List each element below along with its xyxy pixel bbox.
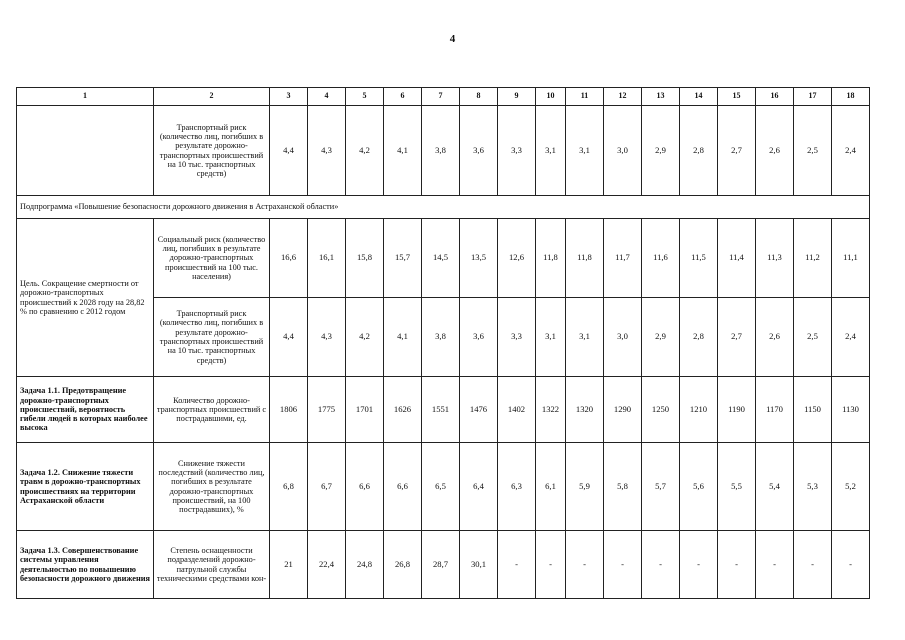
value-cell: 1322	[536, 377, 566, 443]
value-cell: 5,2	[832, 443, 870, 531]
value-cell: 1626	[384, 377, 422, 443]
value-cell: 6,4	[460, 443, 498, 531]
value-cell: 2,8	[680, 298, 718, 377]
goal-cell: Цель. Сокращение смертности от дорожно-транспортных происшествий к 2028 году на 28,82 % по сравнению с 2012 годом	[17, 219, 154, 377]
task-cell: Задача 1.2. Снижение тяжести травм в дорожно-транспортных происшествиях на территории Астраханской области	[17, 443, 154, 531]
value-cell: 1806	[270, 377, 308, 443]
value-cell: 4,2	[346, 298, 384, 377]
value-cell: 11,5	[680, 219, 718, 298]
header-cell: 16	[756, 88, 794, 106]
value-cell: 1190	[718, 377, 756, 443]
value-cell: 16,1	[308, 219, 346, 298]
value-cell: 2,4	[832, 298, 870, 377]
value-cell: 3,3	[498, 106, 536, 196]
header-cell: 14	[680, 88, 718, 106]
value-cell: 5,6	[680, 443, 718, 531]
value-cell: 24,8	[346, 531, 384, 599]
value-cell: 2,6	[756, 298, 794, 377]
value-cell: 3,8	[422, 106, 460, 196]
value-cell: -	[756, 531, 794, 599]
value-cell: -	[794, 531, 832, 599]
value-cell: 5,3	[794, 443, 832, 531]
value-cell: 30,1	[460, 531, 498, 599]
value-cell: 1402	[498, 377, 536, 443]
subprogram-row	[17, 196, 870, 219]
value-cell: 6,6	[346, 443, 384, 531]
table-row	[17, 443, 870, 531]
header-cell: 18	[832, 88, 870, 106]
value-cell: 16,6	[270, 219, 308, 298]
value-cell: 1130	[832, 377, 870, 443]
table-row	[17, 377, 870, 443]
header-cell: 4	[308, 88, 346, 106]
value-cell: 1170	[756, 377, 794, 443]
value-cell: 4,3	[308, 298, 346, 377]
value-cell: 2,8	[680, 106, 718, 196]
indicators-table	[16, 87, 870, 599]
task-cell: Задача 1.1. Предотвращение дорожно-транспортных происшествий, вероятность гибели людей в которых наиболее высока	[17, 377, 154, 443]
indicator-cell: Социальный риск (количество лиц, погибших в результате дорожно-транспортных происшествий на 100 тыс. населения)	[154, 219, 270, 298]
value-cell: 1320	[566, 377, 604, 443]
header-cell: 7	[422, 88, 460, 106]
value-cell: 2,9	[642, 106, 680, 196]
value-cell: 3,6	[460, 298, 498, 377]
task-cell: Задача 1.3. Совершенствование системы управления деятельностью по повышению безопасности дорожного движения	[17, 531, 154, 599]
header-cell: 5	[346, 88, 384, 106]
value-cell: -	[604, 531, 642, 599]
value-cell: 1551	[422, 377, 460, 443]
value-cell: 2,7	[718, 106, 756, 196]
indicator-cell: Снижение тяжести последствий (количество лиц, погибших в результате дорожно-транспортных происшествий, на 100 пострадавших), %	[154, 443, 270, 531]
value-cell: 4,1	[384, 298, 422, 377]
value-cell: 13,5	[460, 219, 498, 298]
header-cell: 2	[154, 88, 270, 106]
header-cell: 17	[794, 88, 832, 106]
value-cell: 1476	[460, 377, 498, 443]
value-cell: -	[498, 531, 536, 599]
value-cell: -	[832, 531, 870, 599]
value-cell: 15,7	[384, 219, 422, 298]
indicator-cell: Транспортный риск (количество лиц, погибших в результате дорожно-транспортных происшествий на 10 тыс. транспортных средств)	[154, 298, 270, 377]
goal-cell	[17, 106, 154, 196]
value-cell: 28,7	[422, 531, 460, 599]
value-cell: 1775	[308, 377, 346, 443]
value-cell: 15,8	[346, 219, 384, 298]
value-cell: 11,3	[756, 219, 794, 298]
value-cell: 3,1	[536, 106, 566, 196]
table-row	[17, 219, 870, 298]
value-cell: 11,8	[566, 219, 604, 298]
value-cell: 11,6	[642, 219, 680, 298]
value-cell: 11,2	[794, 219, 832, 298]
value-cell: 3,1	[566, 106, 604, 196]
value-cell: 4,3	[308, 106, 346, 196]
page-number: 4	[449, 33, 456, 45]
value-cell: 1290	[604, 377, 642, 443]
value-cell: 5,8	[604, 443, 642, 531]
header-cell: 6	[384, 88, 422, 106]
value-cell: 2,4	[832, 106, 870, 196]
value-cell: 3,0	[604, 106, 642, 196]
value-cell: 6,8	[270, 443, 308, 531]
value-cell: 3,6	[460, 106, 498, 196]
subprogram-title: Подпрограмма «Повышение безопасности дорожного движения в Астраханской области»	[17, 196, 870, 219]
value-cell: 6,1	[536, 443, 566, 531]
header-cell: 3	[270, 88, 308, 106]
value-cell: 2,9	[642, 298, 680, 377]
value-cell: 4,2	[346, 106, 384, 196]
value-cell: 4,1	[384, 106, 422, 196]
value-cell: 6,7	[308, 443, 346, 531]
value-cell: 3,1	[536, 298, 566, 377]
value-cell: 1150	[794, 377, 832, 443]
value-cell: -	[566, 531, 604, 599]
value-cell: 2,5	[794, 298, 832, 377]
header-cell: 1	[17, 88, 154, 106]
value-cell: 2,6	[756, 106, 794, 196]
value-cell: 1701	[346, 377, 384, 443]
value-cell: 21	[270, 531, 308, 599]
indicator-cell: Степень оснащенности подразделений дорожно-патрульной службы техническими средствами кон-	[154, 531, 270, 599]
value-cell: -	[718, 531, 756, 599]
value-cell: 5,9	[566, 443, 604, 531]
value-cell: 14,5	[422, 219, 460, 298]
value-cell: 11,1	[832, 219, 870, 298]
value-cell: 11,8	[536, 219, 566, 298]
value-cell: 6,3	[498, 443, 536, 531]
value-cell: 1250	[642, 377, 680, 443]
value-cell: 6,6	[384, 443, 422, 531]
header-cell: 13	[642, 88, 680, 106]
header-row	[17, 88, 870, 106]
header-cell: 8	[460, 88, 498, 106]
header-cell: 10	[536, 88, 566, 106]
value-cell: -	[680, 531, 718, 599]
value-cell: 4,4	[270, 106, 308, 196]
value-cell: 11,4	[718, 219, 756, 298]
value-cell: 22,4	[308, 531, 346, 599]
value-cell: 1210	[680, 377, 718, 443]
value-cell: 5,7	[642, 443, 680, 531]
header-cell: 15	[718, 88, 756, 106]
value-cell: 6,5	[422, 443, 460, 531]
value-cell: 5,4	[756, 443, 794, 531]
header-cell: 12	[604, 88, 642, 106]
value-cell: 3,8	[422, 298, 460, 377]
value-cell: 4,4	[270, 298, 308, 377]
value-cell: 26,8	[384, 531, 422, 599]
value-cell: 2,5	[794, 106, 832, 196]
value-cell: -	[536, 531, 566, 599]
value-cell: -	[642, 531, 680, 599]
header-cell: 9	[498, 88, 536, 106]
indicator-cell: Транспортный риск (количество лиц, погибших в результате дорожно-транспортных происшествий на 10 тыс. транспортных средств)	[154, 106, 270, 196]
value-cell: 3,1	[566, 298, 604, 377]
table-row	[17, 106, 870, 196]
value-cell: 3,3	[498, 298, 536, 377]
value-cell: 2,7	[718, 298, 756, 377]
header-cell: 11	[566, 88, 604, 106]
value-cell: 11,7	[604, 219, 642, 298]
table-row	[17, 531, 870, 599]
value-cell: 5,5	[718, 443, 756, 531]
value-cell: 3,0	[604, 298, 642, 377]
value-cell: 12,6	[498, 219, 536, 298]
indicator-cell: Количество дорожно-транспортных происшествий с пострадавшими, ед.	[154, 377, 270, 443]
